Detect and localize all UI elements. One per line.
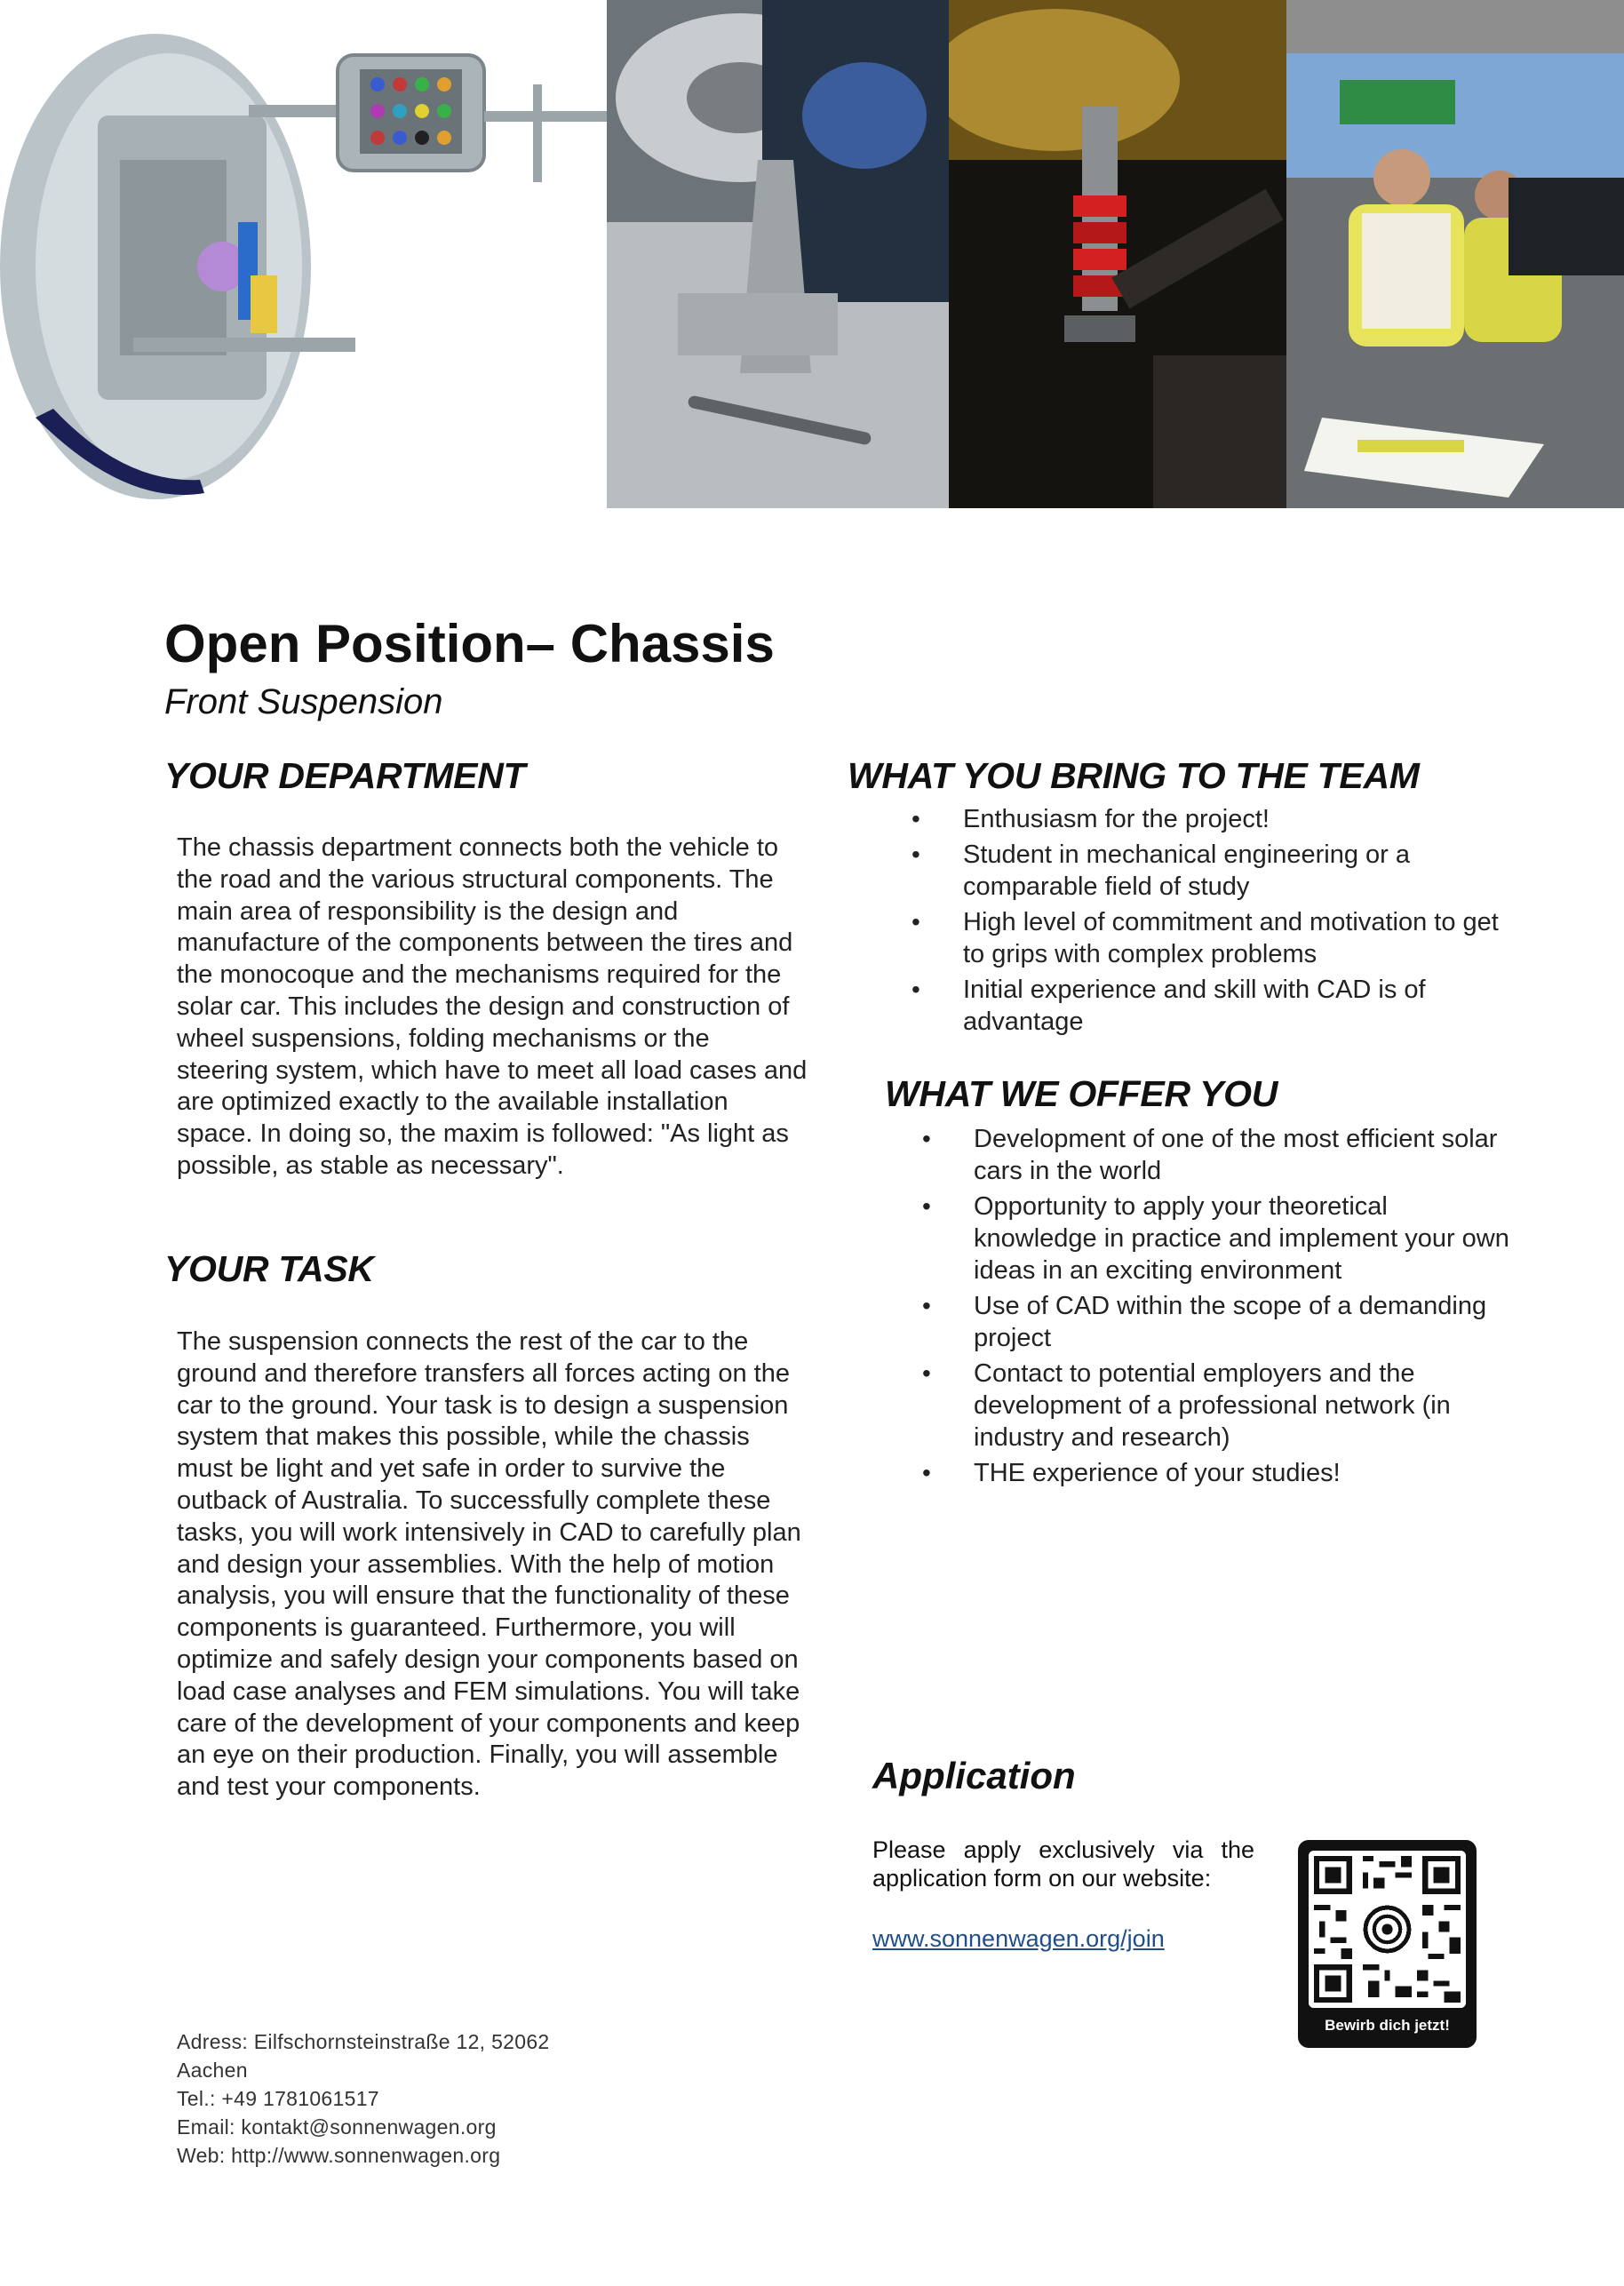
- bullet-icon: •: [912, 976, 920, 1003]
- page-subtitle: Front Suspension: [164, 682, 443, 721]
- address-line1: Adress: Eilfschornsteinstraße 12, 52062: [177, 2030, 550, 2053]
- task-heading: YOUR TASK: [164, 1248, 374, 1289]
- list-item: • Development of one of the most efficient solar cars in the world: [922, 1125, 1498, 1185]
- application-heading: Application: [872, 1755, 1076, 1796]
- task-text: The suspension connects the rest of the car to the ground and therefore transfers all forces acting on the car to the ground. Your task is to design a suspension system that makes this possible, while the chassis must be light and yet safe in order to survive the outback of Australia. To successfully complete these tasks, you will work intensively in CAD to carefully plan and design your assemblies. With the help of motion analysis, you will ensure that the functionality of these components is guaranteed. Furthermore, you will optimize and safely design your components based on load case analyses and FEM simulations. You will take care of the development of your components and keep an eye on their production. Finally, you will assemble and test your components.: [177, 1327, 801, 1802]
- address-line2: Aachen: [177, 2059, 248, 2082]
- application-text-line2: application form on our website:: [872, 1865, 1212, 1892]
- qr-code-icon: [1309, 1851, 1466, 2008]
- team-at-car-photo: [1286, 0, 1624, 508]
- offer-list: [922, 1123, 1516, 1489]
- email: Email: kontakt@sonnenwagen.org: [177, 2115, 497, 2139]
- phone: Tel.: +49 1781061517: [177, 2087, 379, 2110]
- bring-list: [912, 803, 1514, 1038]
- bullet-icon: •: [922, 1192, 931, 1220]
- contact-block: [177, 2027, 550, 2170]
- list-item: • Student in mechanical engineering or a comparable field of study: [912, 840, 1410, 901]
- department-heading: YOUR DEPARTMENT: [164, 755, 526, 796]
- red-shock-absorber-photo: [949, 0, 1286, 508]
- list-item: • High level of commitment and motivation to get to grips with complex problems: [912, 908, 1499, 968]
- list-item: • THE experience of your studies!: [922, 1459, 1341, 1487]
- bullet-icon: •: [922, 1459, 931, 1486]
- list-item: • Use of CAD within the scope of a demanding project: [922, 1292, 1487, 1352]
- bullet-icon: •: [912, 805, 920, 832]
- department-text: The chassis department connects both the vehicle to the road and the various structural components. The main area of responsibility is the design and manufacture of the components between the tires and the monocoque and the mechanisms required for the solar car. This includes the design and construction of wheel suspensions, folding mechanisms or the steering system, which have to meet all load cases and are optimized exactly to the available installation space. In doing so, the maxim is followed: "As light as possible, as stable as necessary".: [177, 833, 808, 1180]
- bullet-icon: •: [922, 1292, 931, 1319]
- bullet-icon: •: [912, 908, 920, 936]
- page-title: Open Position– Chassis: [164, 614, 775, 673]
- bullet-icon: •: [912, 840, 920, 868]
- application-text-line1: Please apply exclusively via the: [872, 1836, 1254, 1863]
- offer-heading: WHAT WE OFFER YOU: [885, 1073, 1278, 1114]
- cad-wheel-suspension-render: [0, 0, 607, 508]
- list-item: • Opportunity to apply your theoretical knowledge in practice and implement your own ideas in an exciting environment: [922, 1192, 1509, 1285]
- bullet-icon: •: [922, 1359, 931, 1387]
- brake-disc-workshop-photo: [607, 0, 949, 508]
- qr-code[interactable]: [1298, 1840, 1477, 2048]
- qr-caption: Bewirb dich jetzt!: [1325, 2017, 1450, 2034]
- bullet-icon: •: [922, 1125, 931, 1152]
- list-item: • Initial experience and skill with CAD is of advantage: [912, 976, 1426, 1036]
- application-link[interactable]: www.sonnenwagen.org/join: [872, 1925, 1165, 1952]
- list-item: • Contact to potential employers and the development of a professional network (in industry and research): [922, 1359, 1451, 1452]
- list-item: • Enthusiasm for the project!: [912, 805, 1270, 833]
- website: Web: http://www.sonnenwagen.org: [177, 2144, 501, 2167]
- bring-heading: WHAT YOU BRING TO THE TEAM: [848, 755, 1420, 796]
